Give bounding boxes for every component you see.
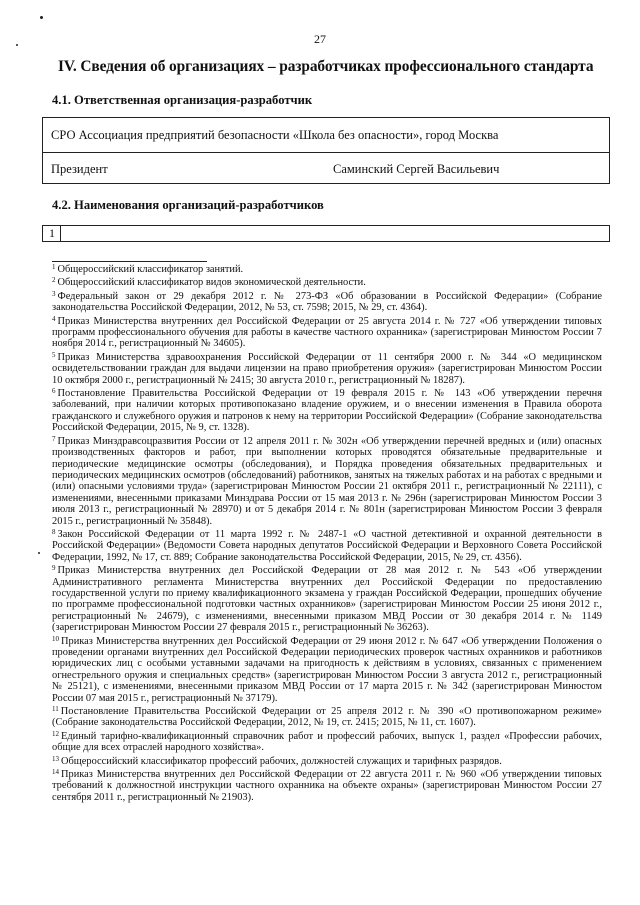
footnote-text: Приказ Министерства внутренних дел Российской Федерации от 25 августа 2014 г. № 727 «Об утверждении типовых программ профессионального обучения для работы в качестве частного охранника» (зарегистрирован Минюстом России 7 ноября 2014 г., регистрационный № 34605). xyxy=(52,315,602,350)
footnote-text: Приказ Министерства внутренних дел Российской Федерации от 28 мая 2012 г. № 543 «Об утверждении Административного регламента Министерства внутренних дел Российской Федерации по предоставлению государственной услуги по приему квалификационного экзамена у граждан Российской Федерации, прошедших обучение по программе профессиональной подготовки частных охранников» (зарегистрирован Минюстом России 25 июня 2012 г., регистрационный № 24679), с изменениями, внесенными приказом МВД России от 30 декабря 2014 г. № 1149 (зарегистрирован Минюстом России 27 февраля 2015 г., регистрационный № 36263). xyxy=(52,565,602,634)
footnote-number: 10 xyxy=(52,634,59,643)
footnote-number: 13 xyxy=(52,754,59,763)
footnote xyxy=(52,352,602,386)
footnote xyxy=(52,291,602,314)
footnote xyxy=(52,436,602,527)
developer-orgs-heading: 4.2. Наименования организаций-разработчиков xyxy=(52,198,324,212)
footnote-number: 1 xyxy=(52,263,56,271)
footnote xyxy=(52,756,602,767)
footnote-number: 2 xyxy=(52,276,56,285)
footnote xyxy=(52,706,602,729)
footnote-number: 11 xyxy=(52,705,59,714)
footnote-text: Приказ Министерства здравоохранения Российской Федерации от 11 сентября 2000 г. № 344 «О медицинском освидетельствовании граждан для выдачи лицензии на право приобретения оружия» (зарегистрирован Минюстом России 10 октября 2000 г., регистрационный № 2415; 30 августа 2010 г., регистрационный № 18287). xyxy=(52,351,602,386)
footnote-text: Приказ Минздравсоцразвития России от 12 апреля 2011 г. № 302н «Об утверждении перечней вредных и (или) опасных производственных факторов и работ, при выполнении которых проводятся обязательные предварительные и периодические медицинские осмотры (обследования), и Порядка проведения обязательных предварительных и периодических медицинских осмотров (обследований) работников, занятых на тяжелых работах и на работах с вредными и (или) опасными условиями труда» (зарегистрирован Минюстом России 21 октября 2011 г., регистрационный № 22111), с изменениями, внесенными приказами Минздрава России от 15 мая 2013 г. № 296н (зарегистрирован Минюстом России 3 июля 2013 г., регистрационный № 28970) и от 5 декабря 2014 г. № 801н (зарегистрирован Минюстом России 3 февраля 2015 г., регистрационный № 35848). xyxy=(52,435,602,527)
footnote-text: Федеральный закон от 29 декабря 2012 г. № 273-ФЗ «Об образовании в Российской Федерации» (Собрание законодательства Российской Федерации, 2012, № 53, ст. 7598; 2015, № 29, ст. 4364). xyxy=(52,290,602,314)
scan-dot xyxy=(38,552,40,554)
footnote-number: 4 xyxy=(52,314,56,323)
footnote-text: Общероссийский классификатор занятий. xyxy=(57,264,244,275)
scan-dot xyxy=(40,16,43,19)
footnote-number: 8 xyxy=(52,527,56,536)
footnote-text: Постановление Правительства Российской Федерации от 19 февраля 2015 г. № 143 «Об утверждении перечня заболеваний, при наличии которых противопоказано владение оружием, и о внесении изменения в Правила оборота гражданского и служебного оружия и патронов к нему на территории Российской Федерации» (Собрание законодательства Российской Федерации, 2015, № 9, ст. 1328). xyxy=(52,388,602,434)
footnote-text: Приказ Министерства внутренних дел Российской Федерации от 29 июня 2012 г. № 647 «Об утверждении Положения о проведении органами внутренних дел Российской Федерации периодических проверок частных охранников и работников юридических лиц с особыми уставными задачами на пригодность к действиям в условиях, связанных с применением огнестрельного оружия и специальных средств» (зарегистрирован Минюстом России 3 августа 2012 г., регистрационный № 25121), с изменениями, внесенными приказом МВД России от 17 марта 2015 г. № 342 (зарегистрирован Минюстом России 07 мая 2015 г., регистрационный № 37179). xyxy=(52,635,602,704)
footnote-number: 6 xyxy=(52,387,56,396)
footnote-number: 7 xyxy=(52,434,56,443)
developer-row-number: 1 xyxy=(49,226,55,240)
responsible-org-heading: 4.1. Ответственная организация-разработчик xyxy=(52,93,313,107)
footnote-text: Закон Российской Федерации от 11 марта 1992 г. № 2487-1 «О частной детективной и охранной деятельности в Российской Федерации» (Ведомости Совета народных депутатов Российской Федерации и Верховного Совета Российской Федерации, 1992, № 17, ст. 889; Собрание законодательства Российской Федерации, 2015, № 29, ст. 4356). xyxy=(52,528,602,563)
org-name-row xyxy=(43,118,609,153)
footnote xyxy=(52,529,602,563)
footnote xyxy=(52,277,602,288)
footnote xyxy=(52,264,602,275)
footnote-number: 9 xyxy=(52,564,56,573)
footnote xyxy=(52,388,602,434)
section-title: IV. Сведения об организациях – разработчиках профессионального стандарта xyxy=(58,58,594,75)
footnote-text: Постановление Правительства Российской Федерации от 25 апреля 2012 г. № 390 «О противопожарном режиме» (Собрание законодательства Российской Федерации, 2012, № 19, ст. 2415; 2015, № 11, ст. 1607). xyxy=(52,706,602,729)
responsible-org-table xyxy=(42,117,610,184)
footnote-text: Единый тарифно-квалификационный справочник работ и профессий рабочих, выпуск 1, раздел «Профессии рабочих, общие для всех отраслей народного хозяйства». xyxy=(52,730,602,754)
footnote xyxy=(52,769,602,803)
footnote-number: 12 xyxy=(52,729,59,738)
org-head-name: Саминский Сергей Васильевич xyxy=(333,162,500,176)
org-head-role: Президент xyxy=(51,162,108,176)
footnote-number: 5 xyxy=(52,350,56,359)
footnote-text: Общероссийский классификатор видов экономической деятельности. xyxy=(57,277,366,289)
footnote xyxy=(52,565,602,633)
footnotes xyxy=(52,264,602,805)
footnote-separator xyxy=(52,261,207,262)
footnote xyxy=(52,731,602,754)
developer-row-number-cell xyxy=(43,226,61,241)
org-name: СРО Ассоциация предприятий безопасности «Школа без опасности», город Москва xyxy=(51,128,499,142)
footnote-number: 3 xyxy=(52,289,56,298)
developer-orgs-table xyxy=(42,225,610,242)
footnote xyxy=(52,636,602,704)
footnote-number: 14 xyxy=(52,768,59,777)
footnote-text: Общероссийский классификатор профессий рабочих, должностей служащих и тарифных разрядов. xyxy=(61,755,502,767)
footnote xyxy=(52,316,602,350)
page-number: 27 xyxy=(314,32,326,46)
footnote-text: Приказ Министерства внутренних дел Российской Федерации от 22 августа 2011 г. № 960 «Об утверждении типовых требований к должностной инструкции частного охранника на объекте охраны» (зарегистрирован Минюстом России 27 сентября 2011 г., регистрационный № 21903). xyxy=(52,769,602,803)
